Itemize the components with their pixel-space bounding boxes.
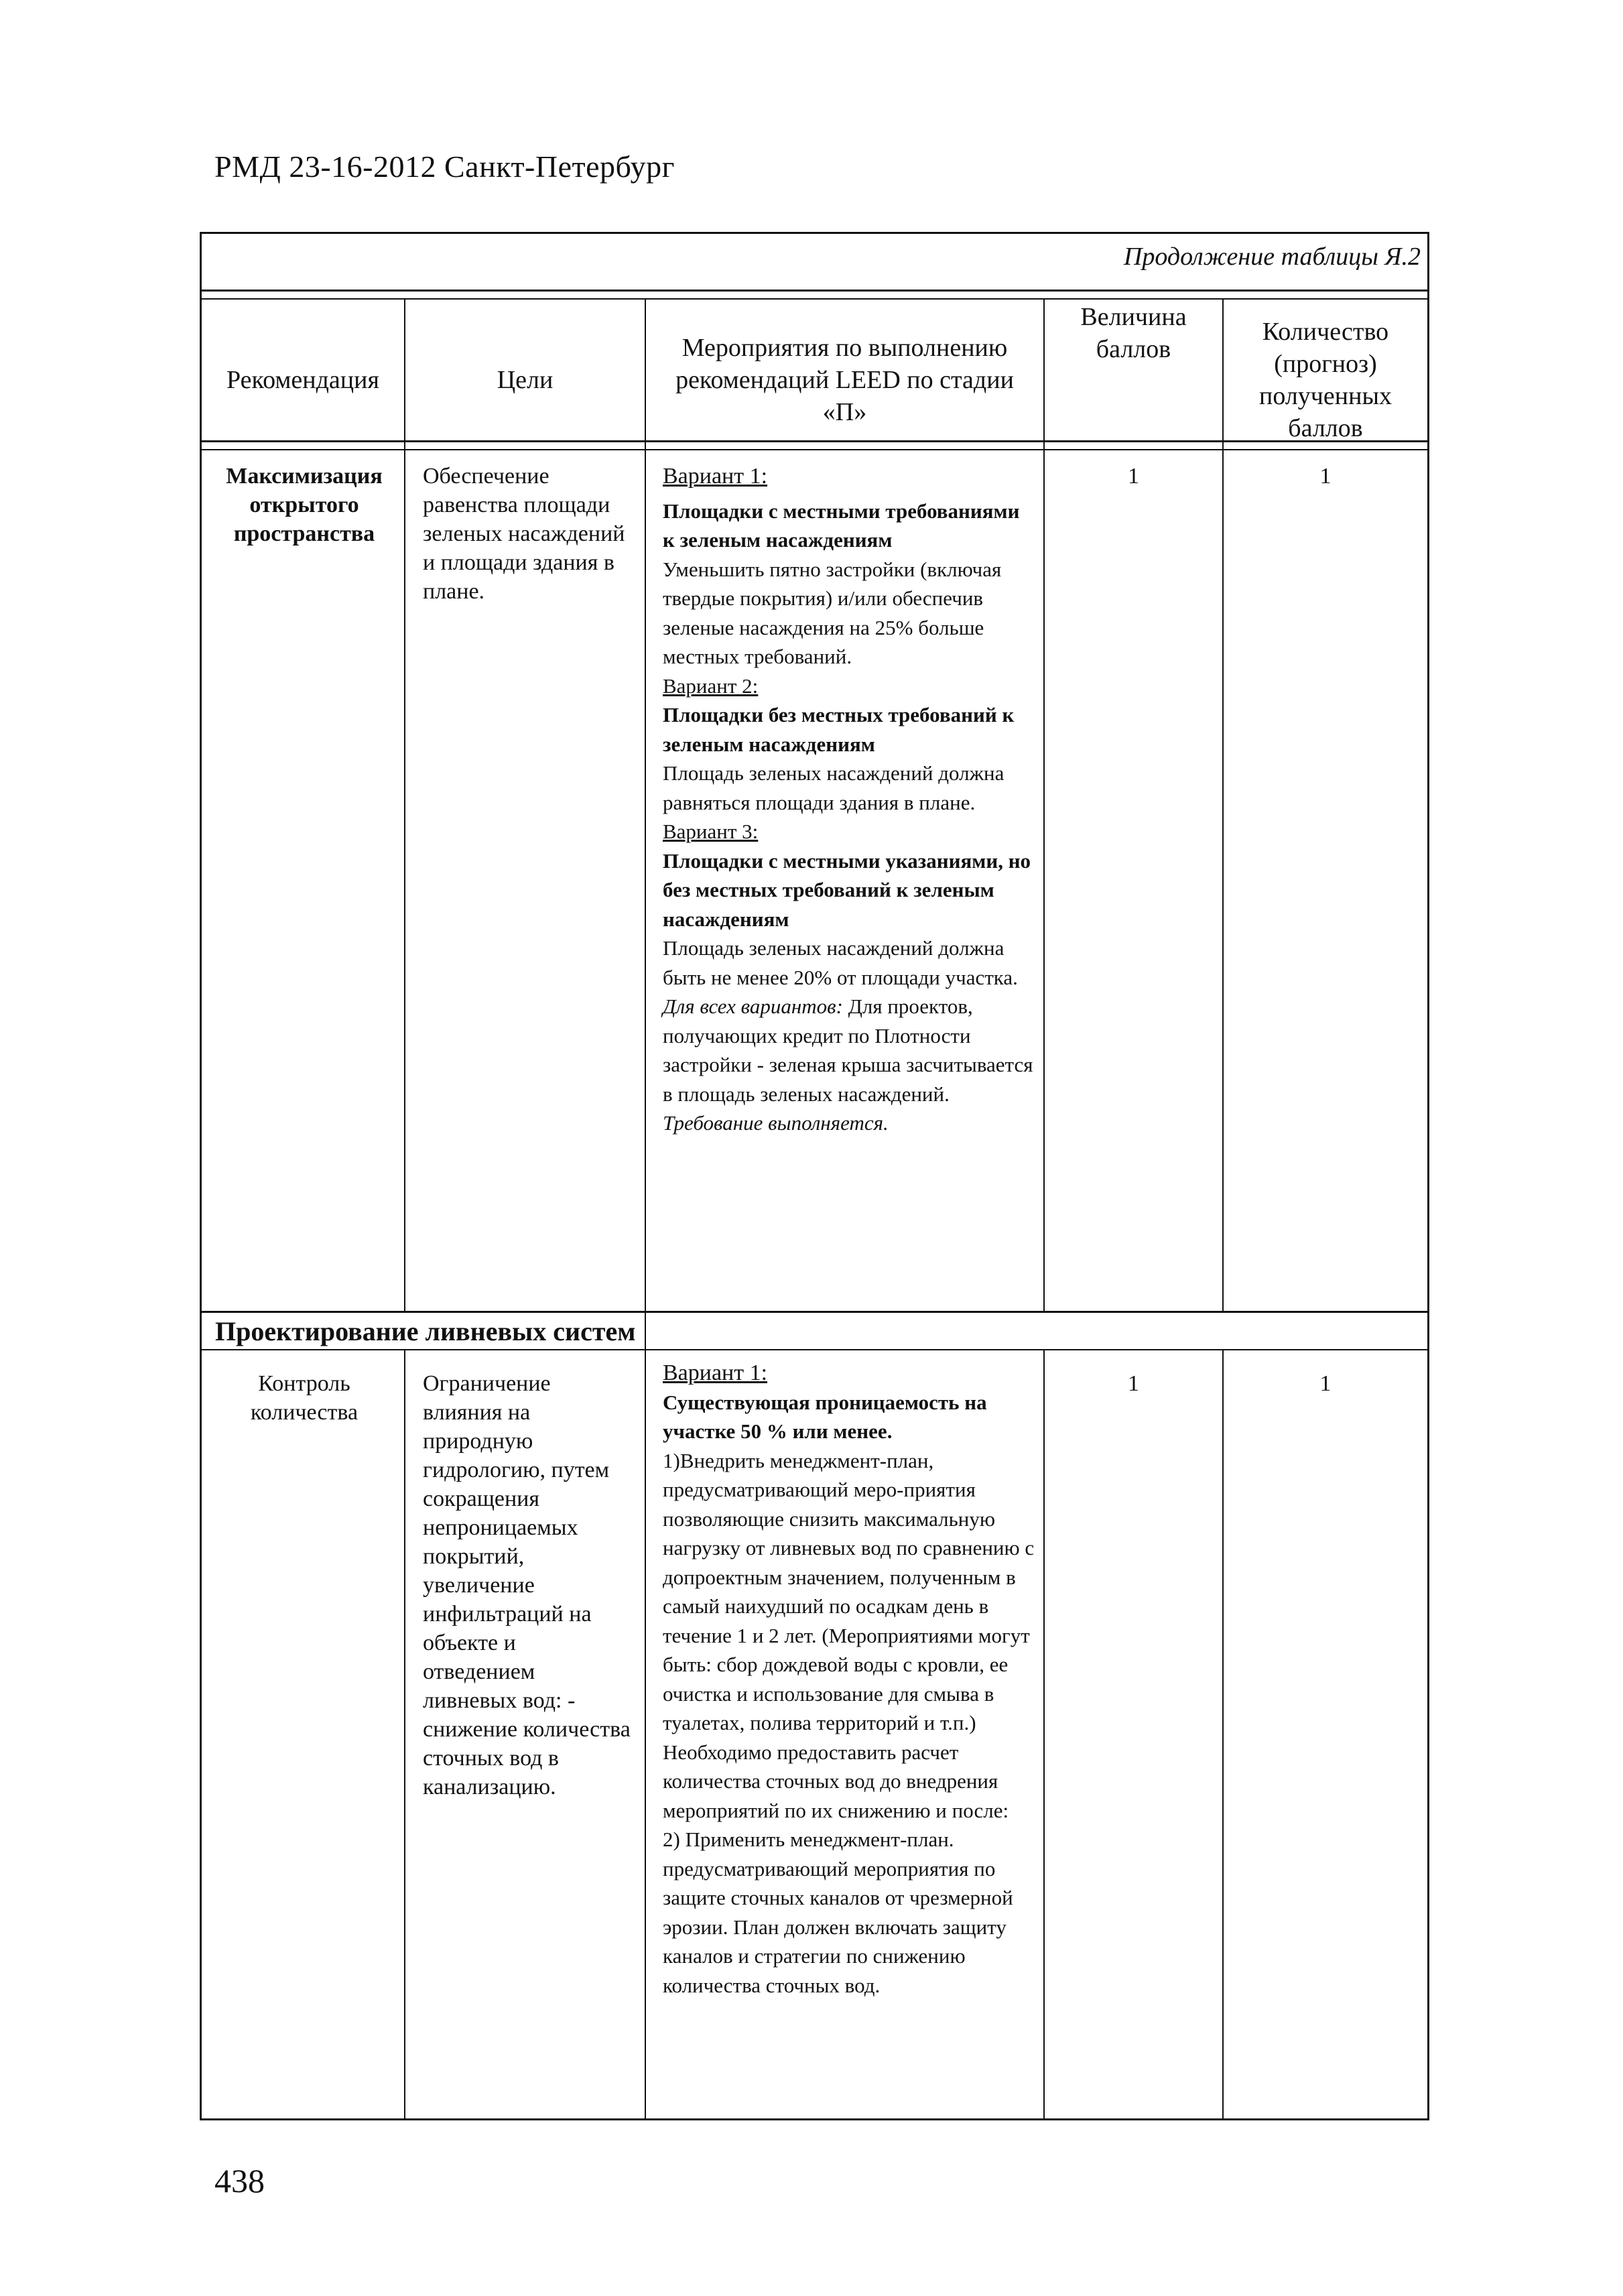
section-rule xyxy=(202,1311,1427,1313)
row1-variant3-text: Площадь зеленых насаждений должна быть не менее 20% от площади участка. xyxy=(663,936,1018,989)
column-divider xyxy=(1043,1349,1045,2120)
column-header-recommendation: Рекомендация xyxy=(226,366,379,394)
row1-recommendation: Максимизация открытого пространства xyxy=(226,464,383,546)
row1-status: Требование выполняется. xyxy=(663,1111,889,1135)
column-header-count: Количество (прогноз) полученных баллов xyxy=(1259,318,1392,442)
row2-variant1-title: Существующая проницаемость на участке 50 % или менее. xyxy=(663,1390,987,1443)
column-divider xyxy=(404,1349,405,2120)
column-header-measures: Мероприятия по выполнению рекомендаций LEED по стадии «П» xyxy=(675,334,1014,426)
row1-variant1-text: Уменьшить пятно застройки (включая твердые покрытия) и/или обеспечив зеленые насаждения на 25% больше местных требований. xyxy=(663,557,1002,668)
recommendations-table xyxy=(200,232,1429,2120)
row1-all-variants-label: Для всех вариантов: xyxy=(663,995,843,1018)
column-divider xyxy=(645,1349,646,2120)
header-rule xyxy=(202,298,1427,300)
row1-variant3-title: Площадки с местными указаниями, но без местных требований к зеленым насаждениям xyxy=(663,848,1031,931)
row2-recommendation: Контроль количества xyxy=(250,1371,359,1425)
row2-measure-2: 2) Применить менеджмент-план. предусматривающий мероприятия по защите сточных каналов от чрезмерной эрозии. План должен включать защиту каналов и стратегии по снижению количества сточных вод. xyxy=(663,1828,1013,1997)
row1-variant1-label: Вариант 1: xyxy=(663,464,768,489)
row1-points: 1 xyxy=(1128,464,1139,489)
row2-measures xyxy=(663,1358,1035,2000)
header-rule xyxy=(202,290,1427,292)
row1-count: 1 xyxy=(1319,464,1332,489)
column-divider xyxy=(1222,1349,1224,2120)
column-header-goals: Цели xyxy=(497,366,554,394)
row2-points: 1 xyxy=(1128,1371,1139,1396)
column-header-points: Величина баллов xyxy=(1080,303,1187,363)
section-rule xyxy=(202,1349,1427,1350)
row1-variant2-label: Вариант 2: xyxy=(663,674,759,698)
row2-measure-1: 1)Внедрить менеджмент-план, предусматривающий меро-приятия позволяющие снизить максимальную нагрузку от ливневых вод по сравнению с допроектным значением, полученным в самый наихудший по осадкам день в течение 1 и 2 лет. (Мероприятиями могут быть: сбор дождевой воды с кровли, ее очистка и использование для смыва в туалетах, полива территорий и т.п.) Необходимо предоставить расчет количества сточных вод до внедрения мероприятий по их снижению и после: xyxy=(663,1448,1035,1822)
row1-variant2-text: Площадь зеленых насаждений должна равняться площади здания в плане. xyxy=(663,761,1004,814)
row1-all-variants-text: Для проектов, получающих кредит по Плотности застройки - зеленая крыша засчитывается в площадь зеленых насаждений. xyxy=(663,995,1033,1106)
row1-variant1-title: Площадки с местными требованиями к зеленым насаждениям xyxy=(663,499,1020,552)
row2-variant1-label: Вариант 1: xyxy=(663,1360,768,1385)
table-continuation-label: Продолжение таблицы Я.2 xyxy=(1123,243,1421,271)
document-header: РМД 23-16-2012 Санкт-Петербург xyxy=(214,149,675,184)
row1-variant2-title: Площадки без местных требований к зеленым насаждениям xyxy=(663,703,1015,756)
row1-goal: Обеспечение равенства площади зеленых насаждений и площади здания в плане. xyxy=(423,464,625,604)
row2-goal: Ограничение влияния на природную гидрологию, путем сокращения непроницаемых покрытий, увеличение инфильтраций на объекте и отведением ливневых вод: - снижение количества сточных вод в канализацию. xyxy=(423,1371,631,1799)
row1-all-variants xyxy=(663,992,1035,1108)
row2-count: 1 xyxy=(1319,1371,1332,1396)
page-number: 438 xyxy=(214,2162,265,2199)
row1-measures xyxy=(663,462,1035,1138)
section-title-stormwater: Проектирование ливневых систем xyxy=(215,1316,636,1346)
row1-variant3-label: Вариант 3: xyxy=(663,820,759,843)
